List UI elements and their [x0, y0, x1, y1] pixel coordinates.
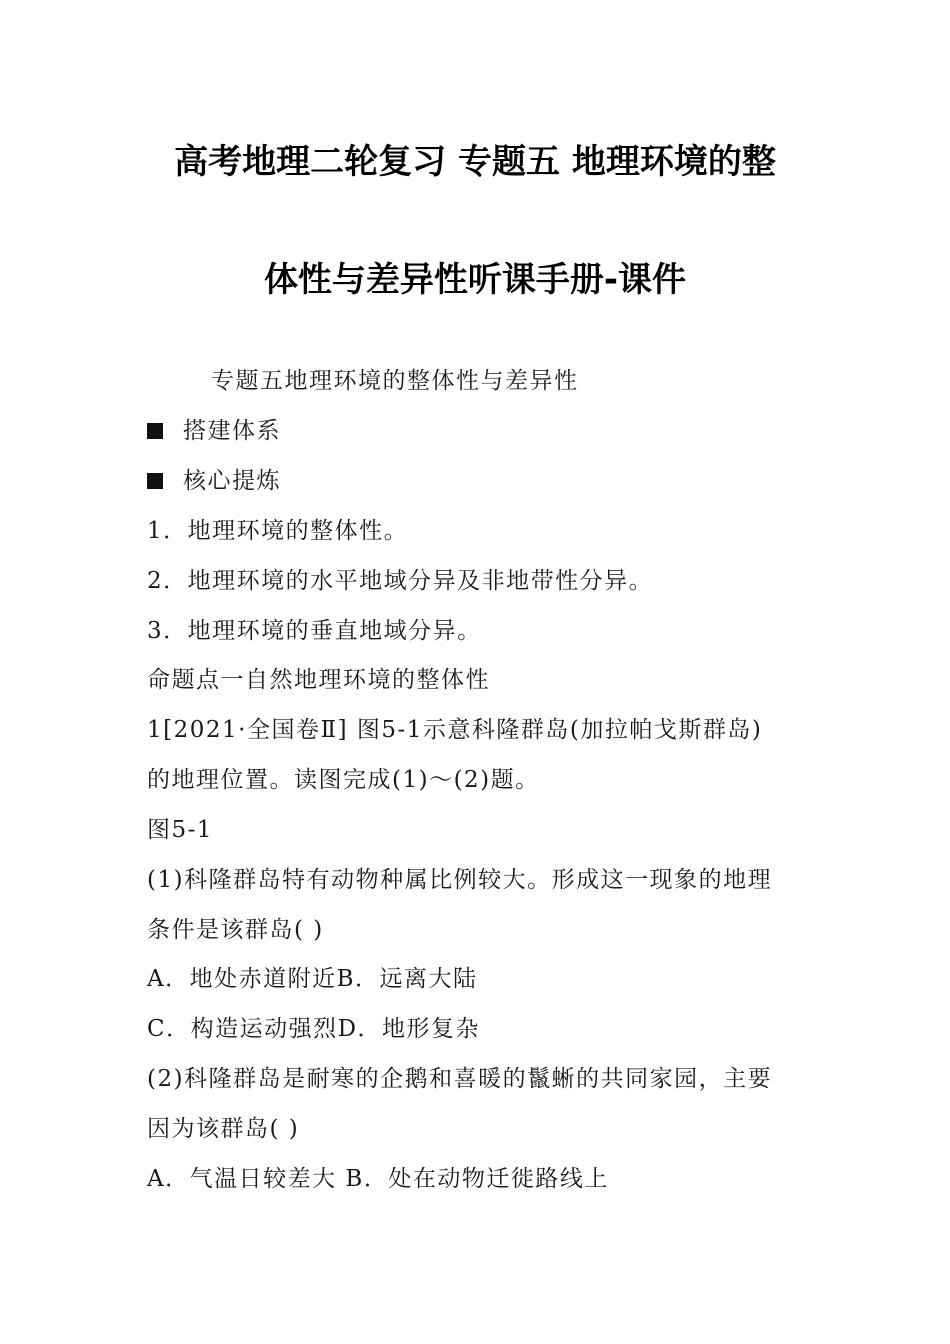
- question-intro-line-2: 的地理位置。读图完成(1)～(2)题。: [147, 767, 540, 793]
- question-2-options-ab: A．气温日较差大 B．处在动物迁徙路线上: [147, 1166, 609, 1192]
- section-heading-label: 搭建体系: [183, 418, 281, 444]
- question-1-options-ab: A．地处赤道附近B．远离大陆: [147, 966, 478, 992]
- core-point-1: 1．地理环境的整体性。: [147, 518, 409, 544]
- figure-label: 图5-1: [147, 817, 214, 843]
- section-heading-core: [147, 462, 281, 495]
- document-title-line-2: 体性与差异性听课手册-课件: [263, 260, 687, 300]
- question-1-line-1: (1)科隆群岛特有动物种属比例较大。形成这一现象的地理: [147, 867, 773, 893]
- section-subtitle: 专题五地理环境的整体性与差异性: [211, 368, 579, 394]
- question-2-line-2: 因为该群岛( ): [147, 1116, 300, 1142]
- question-1-line-2: 条件是该群岛( ): [147, 917, 324, 943]
- core-point-3: 3．地理环境的垂直地域分异。: [147, 618, 482, 644]
- document-title-line-1: 高考地理二轮复习 专题五 地理环境的整: [174, 142, 776, 182]
- core-point-2: 2．地理环境的水平地域分异及非地带性分异。: [147, 568, 654, 594]
- section-heading-framework: [147, 412, 281, 445]
- question-intro-line-1: 1[2021·全国卷Ⅱ] 图5-1示意科隆群岛(加拉帕戈斯群岛): [147, 717, 763, 743]
- section-heading-label: 核心提炼: [183, 468, 281, 494]
- question-2-line-1: (2)科隆群岛是耐寒的企鹅和喜暖的鬣蜥的共同家园，主要: [147, 1066, 773, 1092]
- square-bullet-icon: [147, 473, 163, 489]
- question-1-options-cd: C．构造运动强烈D．地形复杂: [147, 1016, 481, 1042]
- topic-heading: 命题点一自然地理环境的整体性: [147, 667, 490, 693]
- square-bullet-icon: [147, 423, 163, 439]
